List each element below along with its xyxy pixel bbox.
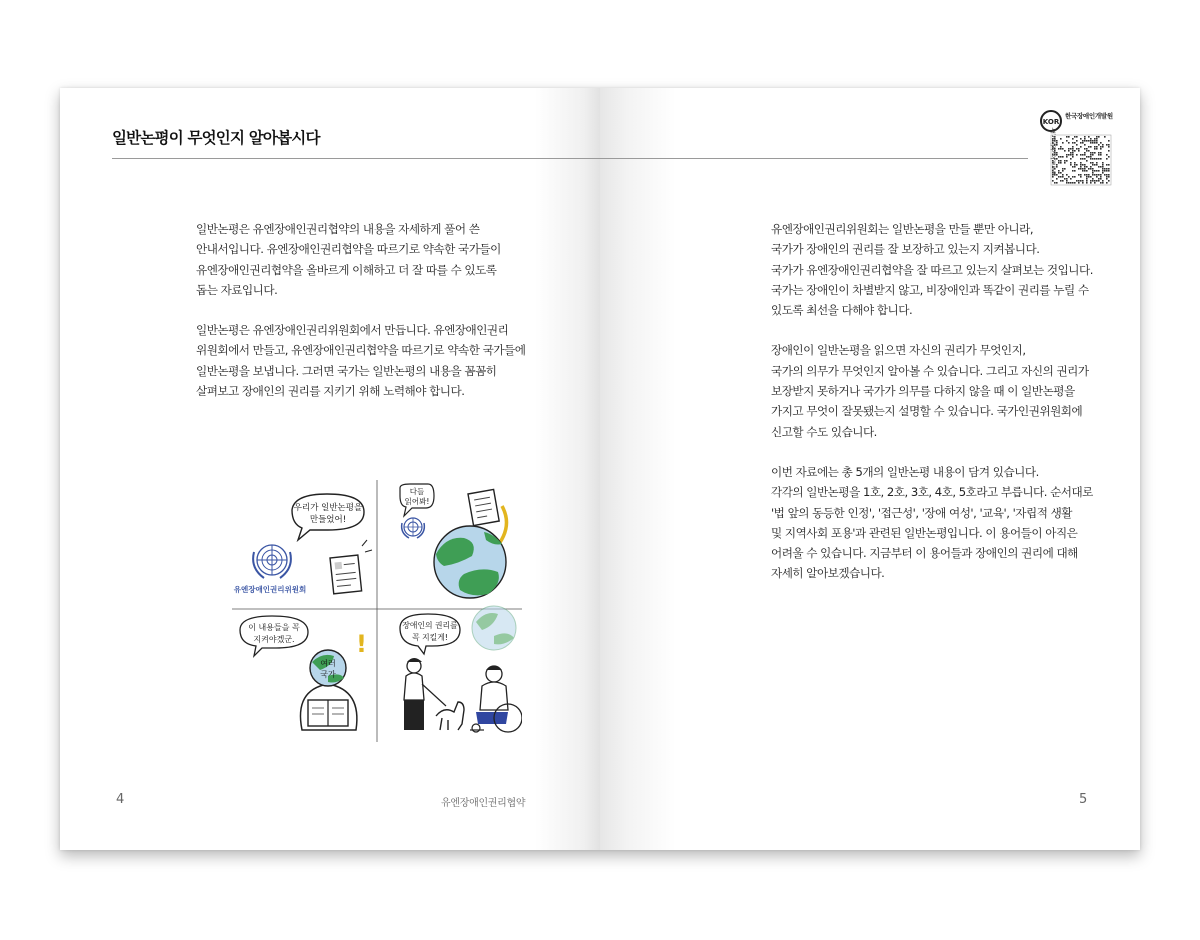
right-body [771, 219, 1093, 604]
bubble-3-line-1: 이 내용들을 꼭 [248, 623, 300, 632]
document-icon-2 [468, 489, 499, 525]
svg-text:KOR: KOR [1042, 118, 1060, 126]
globe-label-line-2: 국가 [320, 670, 336, 679]
text-line: '법 앞의 동등한 인정', '접근성', '장애 여성', '교육', '자립적 생활 [771, 505, 1072, 520]
accent-mark [365, 550, 372, 552]
text-line: 유엔장애인권리협약을 올바르게 이해하고 더 잘 따를 수 있도록 [196, 262, 497, 277]
text-line: 어려울 수 있습니다. 지금부터 이 용어들과 장애인의 권리에 대해 [771, 546, 1078, 561]
left-body [196, 219, 525, 421]
qr-pattern [1052, 136, 1110, 184]
left-page [60, 88, 600, 850]
text-line: 일반논평은 유엔장애인권리위원회에서 만듭니다. 유엔장애인권리 [196, 323, 509, 338]
text-line: 일반논평은 유엔장애인권리협약의 내용을 자세하게 풀어 쓴 [196, 222, 480, 236]
text-line: 장애인이 일반논평을 읽으면 자신의 권리가 무엇인지, [771, 343, 1026, 358]
text-line: 이번 자료에는 총 5개의 일반논평 내용이 담겨 있습니다. [771, 464, 1039, 479]
un-emblem-icon [253, 545, 291, 578]
text-line: 자세히 알아보겠습니다. [771, 566, 885, 581]
text-line: 및 지역사회 포용'과 관련된 일반논평입니다. 이 용어들이 아직은 [771, 525, 1078, 540]
text-line: 보장받지 못하거나 국가가 의무를 다하지 않을 때 이 일반논평을 [771, 384, 1075, 399]
book-spread [60, 88, 1140, 850]
bubble-2-line-1: 다들 [409, 487, 425, 496]
bubble-3-line-2: 지켜야겠군. [253, 635, 295, 644]
exclamation-mark: ! [356, 630, 367, 658]
qr-code-icon[interactable] [1037, 109, 1113, 187]
text-line: 안내서입니다. 유엔장애인권리협약을 따르기로 약속한 국가들이 [196, 242, 501, 257]
bubble-1-line-2: 만들었어! [309, 515, 347, 525]
text-line: 국가가 유엔장애인권리협약을 잘 따르고 있는지 살펴보는 것입니다. [771, 262, 1093, 277]
right-paragraph-1 [771, 219, 1093, 320]
globe-icon [434, 526, 506, 598]
document-icon [330, 555, 362, 594]
text-line: 유엔장애인권리위원회는 일반논평을 만들 뿐만 아니라, [771, 222, 1034, 236]
person-with-guide-dog-icon [404, 658, 464, 730]
accent-mark [362, 540, 367, 546]
text-line: 국가가 장애인의 권리를 잘 보장하고 있는지 지켜봅니다. [771, 242, 1040, 257]
text-line: 신고할 수도 있습니다. [771, 424, 877, 439]
bubble-2-line-2: 읽어봐! [404, 497, 430, 506]
text-line: 살펴보고 장애인의 권리를 지키기 위해 노력해야 합니다. [196, 384, 465, 399]
text-line: 국가는 장애인이 차별받지 않고, 비장애인과 똑같이 권리를 누릴 수 [771, 282, 1089, 297]
right-page [600, 88, 1140, 850]
text-line: 위원회에서 만들고, 유엔장애인권리협약을 따르기로 약속한 국가들에 [196, 343, 526, 358]
person-in-wheelchair-icon [470, 666, 522, 732]
right-paragraph-3 [771, 462, 1093, 584]
faded-globe-icon [472, 606, 516, 650]
qr-organization-label: 한국장애인개발원 [1065, 112, 1113, 120]
text-line: 각각의 일반논평을 1호, 2호, 3호, 4호, 5호라고 부릅니다. 순서대로 [771, 485, 1093, 500]
right-paragraph-2 [771, 340, 1093, 441]
left-paragraph-2 [196, 320, 525, 401]
globe-label-line-1: 여러 [320, 659, 336, 668]
small-un-emblem-icon [402, 518, 425, 538]
qr-url-label: www.koddi.or.kr [1050, 127, 1058, 176]
general-comment-illustration [232, 480, 522, 742]
page-title: 일반논평이 무엇인지 알아봅시다 [112, 129, 320, 147]
left-paragraph-1 [196, 219, 525, 300]
text-line: 일반논평을 보냅니다. 그러면 국가는 일반논평의 내용을 꼼꼼히 [196, 363, 497, 378]
bubble-4-line-2: 꼭 지킬게! [412, 633, 448, 642]
bubble-1-line-1: 우리가 일반논평을 [293, 503, 363, 513]
text-line: 국가의 의무가 무엇인지 알아볼 수 있습니다. 그리고 자신의 권리가 [771, 363, 1089, 378]
bubble-4-line-1: 장애인의 권리를 [402, 621, 458, 630]
text-line: 있도록 최선을 다해야 합니다. [771, 303, 913, 318]
page-number-right: 5 [1079, 792, 1088, 807]
un-committee-label: 유엔장애인권리위원회 [233, 585, 307, 594]
page-number-left: 4 [116, 792, 125, 807]
footer-book-title: 유엔장애인권리협약 [441, 798, 526, 809]
text-line: 돕는 자료입니다. [196, 282, 278, 297]
text-line: 가지고 무엇이 잘못됐는지 설명할 수 있습니다. 국가인권위원회에 [771, 404, 1083, 419]
header-rule [112, 158, 1028, 159]
